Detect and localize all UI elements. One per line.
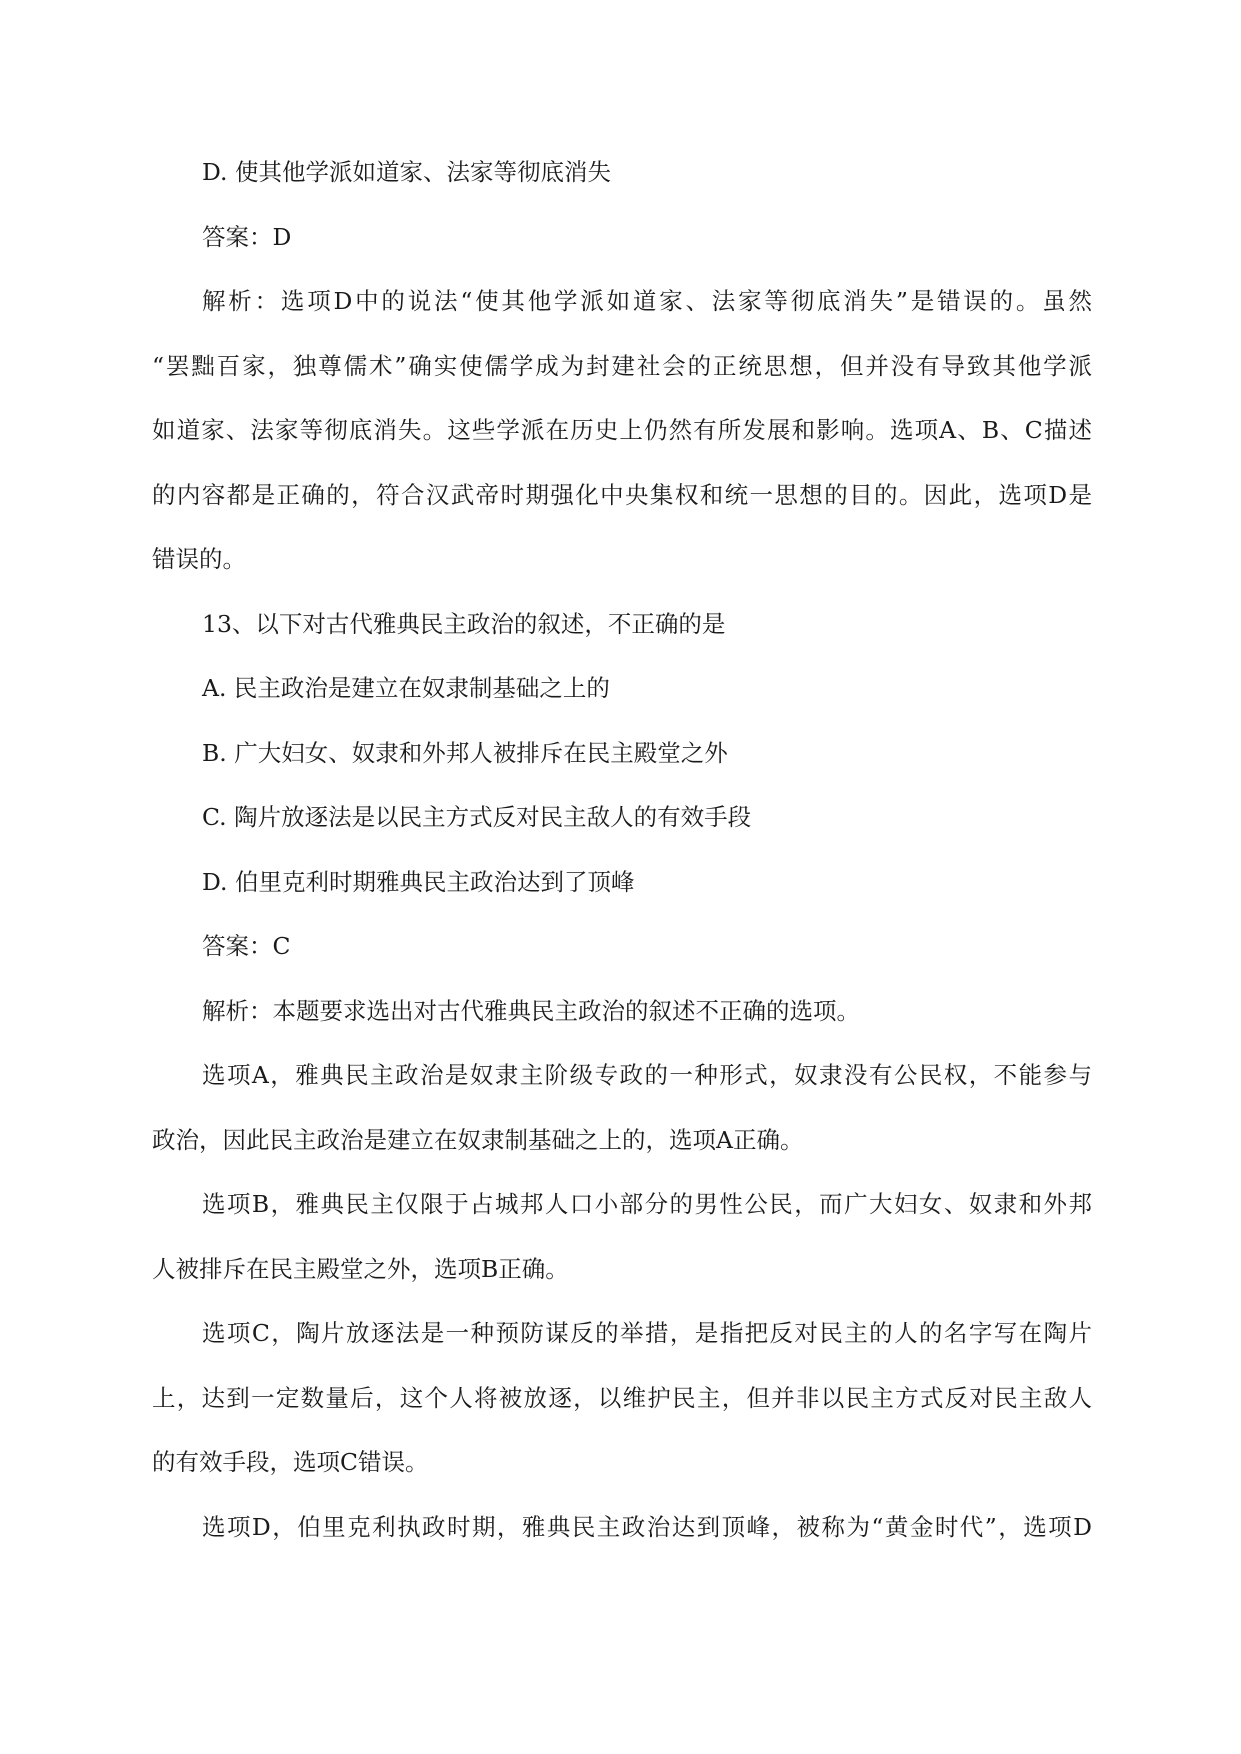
paragraph [152, 785, 1092, 850]
text-line: B. 广大妇女、奴隶和外邦人被排斥在民主殿堂之外 [202, 738, 728, 767]
text-line: 如道家、法家等彻底消失。这些学派在历史上仍然有所发展和影响。选项A、B、C描述 [152, 416, 1092, 444]
paragraph [152, 205, 1092, 270]
text-line: 答案：D [202, 222, 292, 251]
text-line: 错误的。 [152, 545, 246, 573]
text-line: D. 伯里克利时期雅典民主政治达到了顶峰 [202, 867, 635, 896]
text-line: 的内容都是正确的，符合汉武帝时期强化中央集权和统一思想的目的。因此，选项D是 [152, 480, 1092, 509]
paragraph [152, 914, 1092, 979]
paragraph [152, 140, 1092, 205]
text-line: 答案：C [202, 932, 291, 960]
paragraph [152, 1301, 1092, 1495]
text-line: “罢黜百家，独尊儒术”确实使儒学成为封建社会的正统思想，但并没有导致其他学派 [152, 351, 1092, 380]
text-line: 人被排斥在民主殿堂之外，选项B正确。 [152, 1254, 569, 1283]
text-line: C. 陶片放逐法是以民主方式反对民主敌人的有效手段 [202, 803, 752, 831]
text-line: 的有效手段，选项C错误。 [152, 1448, 429, 1476]
text-line: 政治，因此民主政治是建立在奴隶制基础之上的，选项A正确。 [152, 1125, 804, 1154]
paragraph [152, 269, 1092, 592]
text-line: D. 使其他学派如道家、法家等彻底消失 [202, 158, 611, 186]
text-line: 选项C，陶片放逐法是一种预防谋反的举措，是指把反对民主的人的名字写在陶片 [202, 1319, 1092, 1347]
paragraph [152, 979, 1092, 1044]
text-line: 选项B，雅典民主仅限于占城邦人口小部分的男性公民，而广大妇女、奴隶和外邦 [202, 1190, 1092, 1218]
text-line: 13、以下对古代雅典民主政治的叙述，不正确的是 [202, 609, 726, 638]
paragraph [152, 592, 1092, 657]
paragraph [152, 1043, 1092, 1172]
text-line: 选项A，雅典民主政治是奴隶主阶级专政的一种形式，奴隶没有公民权，不能参与 [202, 1061, 1092, 1089]
text-line: 解析：选项D中的说法“使其他学派如道家、法家等彻底消失”是错误的。虽然 [202, 287, 1092, 315]
text-line: 上，达到一定数量后，这个人将被放逐，以维护民主，但并非以民主方式反对民主敌人 [152, 1383, 1092, 1412]
text-line: 解析：本题要求选出对古代雅典民主政治的叙述不正确的选项。 [202, 996, 860, 1025]
paragraph [152, 850, 1092, 915]
paragraph [152, 721, 1092, 786]
document-body [152, 140, 1092, 1559]
paragraph [152, 1172, 1092, 1301]
paragraph [152, 656, 1092, 721]
text-line: A. 民主政治是建立在奴隶制基础之上的 [202, 674, 610, 702]
text-line: 选项D，伯里克利执政时期，雅典民主政治达到顶峰，被称为“黄金时代”，选项D [202, 1512, 1092, 1541]
paragraph [152, 1495, 1092, 1560]
